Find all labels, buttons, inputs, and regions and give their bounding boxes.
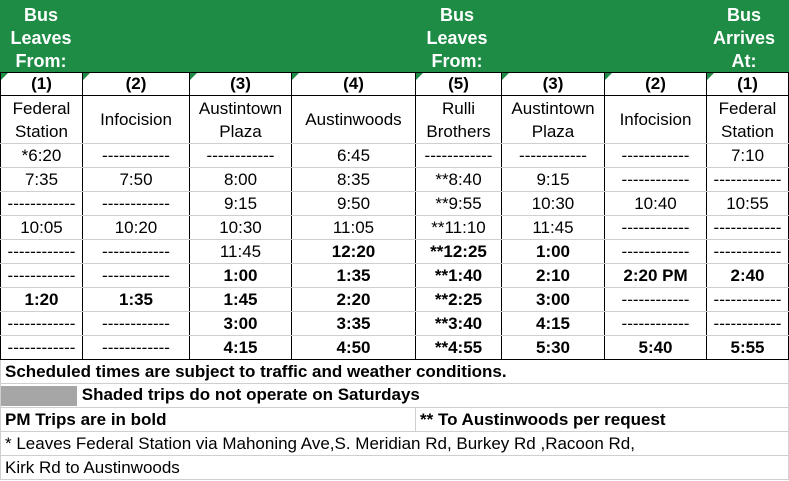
shaded-note-cell bbox=[1, 384, 789, 408]
time-cell: ------------ bbox=[1, 192, 83, 216]
time-cell: ------------ bbox=[83, 264, 190, 288]
time-cell: *6:20 bbox=[1, 144, 83, 168]
time-cell: ------------ bbox=[190, 144, 292, 168]
header-band bbox=[0, 0, 789, 72]
schedule-row bbox=[1, 312, 789, 336]
time-cell: ------------ bbox=[1, 312, 83, 336]
time-cell: ------------ bbox=[502, 144, 605, 168]
time-cell: 7:35 bbox=[1, 168, 83, 192]
time-cell: 8:35 bbox=[292, 168, 416, 192]
time-cell: ------------ bbox=[605, 312, 707, 336]
time-cell: 9:15 bbox=[190, 192, 292, 216]
time-cell: ------------ bbox=[605, 240, 707, 264]
footnote-line-2: Kirk Rd to Austinwoods bbox=[1, 456, 789, 480]
time-cell: 7:50 bbox=[83, 168, 190, 192]
shaded-note: Shaded trips do not operate on Saturdays bbox=[81, 385, 420, 405]
note-row bbox=[1, 384, 789, 408]
time-cell: ------------ bbox=[1, 240, 83, 264]
schedule-row bbox=[1, 336, 789, 360]
schedule-row bbox=[1, 288, 789, 312]
time-cell: 12:20 bbox=[292, 240, 416, 264]
schedule-row bbox=[1, 168, 789, 192]
time-cell: **9:55 bbox=[416, 192, 502, 216]
time-cell: 3:00 bbox=[190, 312, 292, 336]
time-cell: **4:55 bbox=[416, 336, 502, 360]
time-cell: 2:20 PM bbox=[605, 264, 707, 288]
arrives-at-header: Bus Arrives At: bbox=[712, 5, 776, 71]
stop-name: Austinwoods bbox=[292, 96, 416, 144]
time-cell: **12:25 bbox=[416, 240, 502, 264]
time-cell: 1:35 bbox=[292, 264, 416, 288]
time-cell: 1:00 bbox=[502, 240, 605, 264]
per-request-note: ** To Austinwoods per request bbox=[416, 408, 789, 432]
column-number: (1) bbox=[1, 73, 83, 96]
note-row bbox=[1, 408, 789, 432]
time-cell: 11:45 bbox=[502, 216, 605, 240]
time-cell: 4:50 bbox=[292, 336, 416, 360]
column-number: (2) bbox=[605, 73, 707, 96]
time-cell: 5:30 bbox=[502, 336, 605, 360]
time-cell: 9:15 bbox=[502, 168, 605, 192]
footnote-line-1: * Leaves Federal Station via Mahoning Ave,S. Meridian Rd, Burkey Rd ,Racoon Rd, bbox=[1, 432, 789, 456]
traffic-note: Scheduled times are subject to traffic and weather conditions. bbox=[1, 360, 789, 384]
stop-name: Infocision bbox=[605, 96, 707, 144]
time-cell: ------------ bbox=[83, 192, 190, 216]
stop-name: Federal Station bbox=[707, 96, 789, 144]
time-cell: 2:20 bbox=[292, 288, 416, 312]
time-cell: **11:10 bbox=[416, 216, 502, 240]
time-cell: 4:15 bbox=[190, 336, 292, 360]
column-number: (1) bbox=[707, 73, 789, 96]
time-cell: ------------ bbox=[83, 312, 190, 336]
time-cell: ------------ bbox=[83, 336, 190, 360]
time-cell: ------------ bbox=[83, 144, 190, 168]
stop-name: Rulli Brothers bbox=[416, 96, 502, 144]
time-cell: **1:40 bbox=[416, 264, 502, 288]
column-number: (4) bbox=[292, 73, 416, 96]
leaves-from-header-left: Bus Leaves From: bbox=[10, 5, 72, 71]
time-cell: 1:35 bbox=[83, 288, 190, 312]
schedule-table bbox=[0, 72, 789, 480]
time-cell: ------------ bbox=[707, 168, 789, 192]
note-row bbox=[1, 360, 789, 384]
time-cell: 10:30 bbox=[190, 216, 292, 240]
time-cell: 2:10 bbox=[502, 264, 605, 288]
time-cell: ------------ bbox=[83, 240, 190, 264]
note-row bbox=[1, 432, 789, 456]
time-cell: 5:55 bbox=[707, 336, 789, 360]
time-cell: 3:00 bbox=[502, 288, 605, 312]
time-cell: 6:45 bbox=[292, 144, 416, 168]
time-cell: 2:40 bbox=[707, 264, 789, 288]
schedule-row bbox=[1, 144, 789, 168]
time-cell: ------------ bbox=[605, 144, 707, 168]
time-cell: 4:15 bbox=[502, 312, 605, 336]
stop-name: Federal Station bbox=[1, 96, 83, 144]
leaves-from-header-mid: Bus Leaves From: bbox=[426, 5, 488, 71]
time-cell: ------------ bbox=[707, 288, 789, 312]
time-cell: 3:35 bbox=[292, 312, 416, 336]
time-cell: 10:40 bbox=[605, 192, 707, 216]
pm-bold-note: PM Trips are in bold bbox=[1, 408, 416, 432]
shade-swatch bbox=[1, 386, 77, 406]
time-cell: 11:05 bbox=[292, 216, 416, 240]
time-cell: 10:05 bbox=[1, 216, 83, 240]
time-cell: **2:25 bbox=[416, 288, 502, 312]
time-cell: 5:40 bbox=[605, 336, 707, 360]
time-cell: 1:20 bbox=[1, 288, 83, 312]
column-number: (3) bbox=[190, 73, 292, 96]
column-number: (3) bbox=[502, 73, 605, 96]
time-cell: **8:40 bbox=[416, 168, 502, 192]
time-cell: 1:00 bbox=[190, 264, 292, 288]
column-number-row bbox=[1, 73, 789, 96]
time-cell: 10:55 bbox=[707, 192, 789, 216]
time-cell: 1:45 bbox=[190, 288, 292, 312]
time-cell: ------------ bbox=[605, 288, 707, 312]
schedule-row bbox=[1, 192, 789, 216]
time-cell: ------------ bbox=[707, 240, 789, 264]
time-cell: 9:50 bbox=[292, 192, 416, 216]
stop-name: Infocision bbox=[83, 96, 190, 144]
time-cell: **3:40 bbox=[416, 312, 502, 336]
stop-name: Austintown Plaza bbox=[190, 96, 292, 144]
time-cell: ------------ bbox=[416, 144, 502, 168]
time-cell: 10:20 bbox=[83, 216, 190, 240]
time-cell: ------------ bbox=[605, 168, 707, 192]
time-cell: 10:30 bbox=[502, 192, 605, 216]
schedule-row bbox=[1, 216, 789, 240]
time-cell: 11:45 bbox=[190, 240, 292, 264]
schedule-row bbox=[1, 240, 789, 264]
column-number: (5) bbox=[416, 73, 502, 96]
time-cell: 8:00 bbox=[190, 168, 292, 192]
stop-name: Austintown Plaza bbox=[502, 96, 605, 144]
stop-name-row bbox=[1, 96, 789, 144]
schedule-row bbox=[1, 264, 789, 288]
column-number: (2) bbox=[83, 73, 190, 96]
time-cell: ------------ bbox=[707, 216, 789, 240]
time-cell: ------------ bbox=[605, 216, 707, 240]
time-cell: 7:10 bbox=[707, 144, 789, 168]
time-cell: ------------ bbox=[707, 312, 789, 336]
note-row bbox=[1, 456, 789, 480]
time-cell: ------------ bbox=[1, 336, 83, 360]
time-cell: ------------ bbox=[1, 264, 83, 288]
